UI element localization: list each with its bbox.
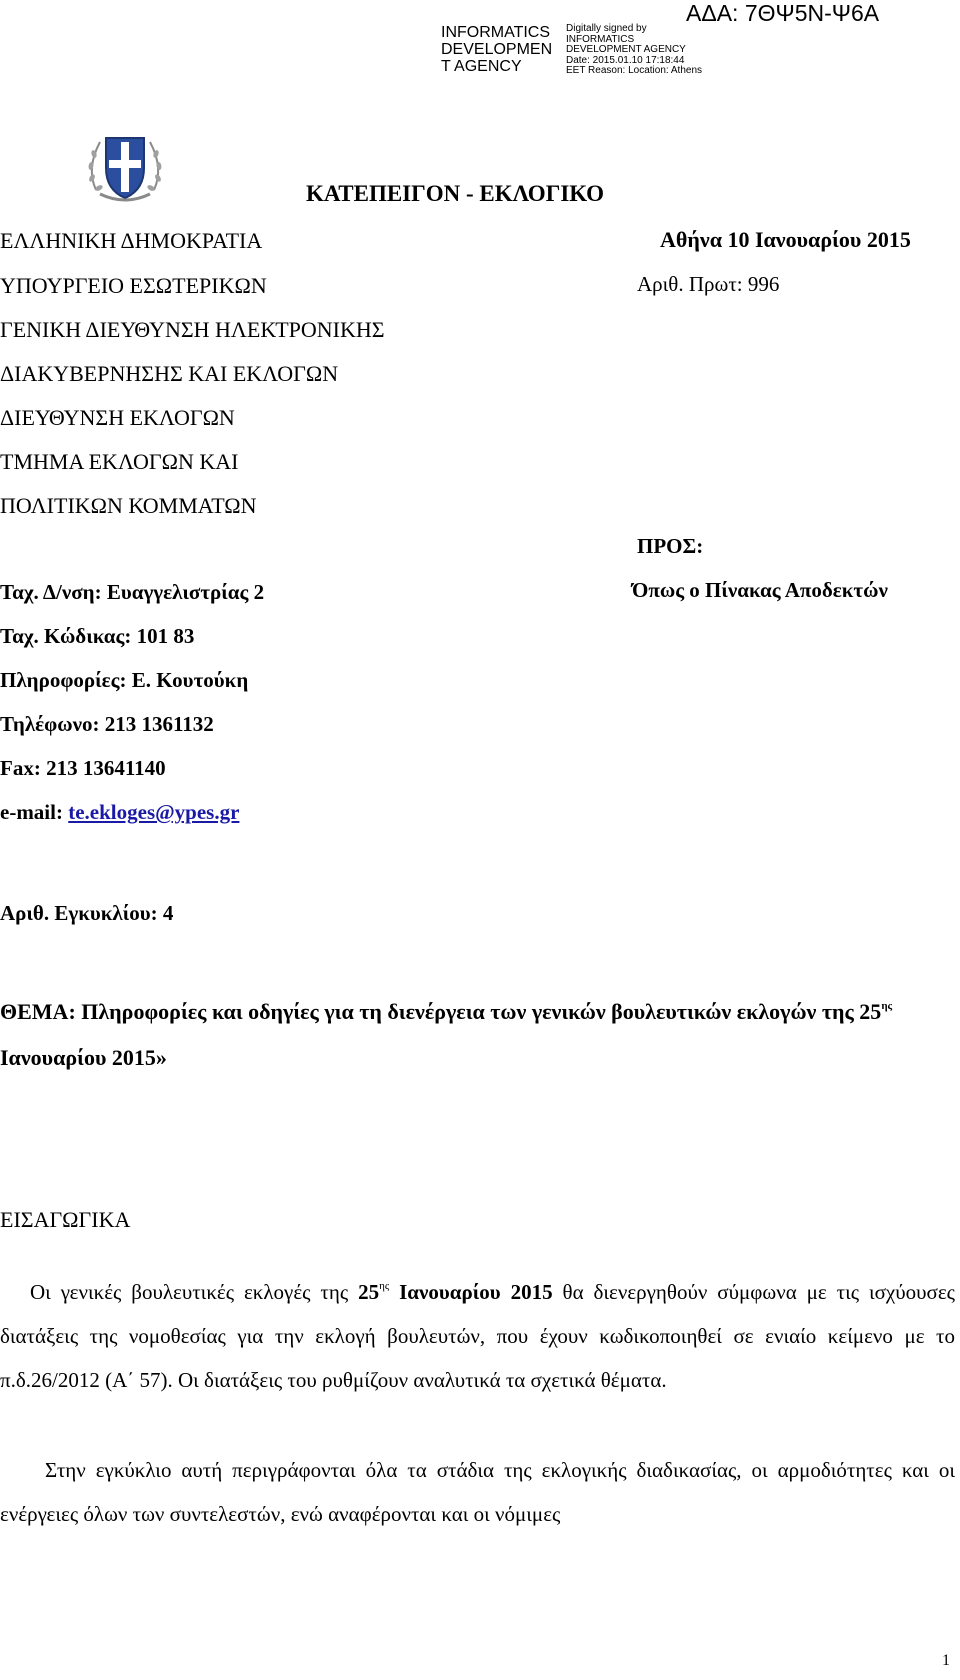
circular-number: Αριθ. Εγκυκλίου: 4 <box>0 901 174 925</box>
contact-email-link[interactable]: te.ekloges@ypes.gr <box>68 800 240 824</box>
contact-fax: Fax: 213 13641140 <box>0 756 166 780</box>
header-line: ΔΙΑΚΥΒΕΡΝΗΣΗΣ ΚΑΙ ΕΚΛΟΓΩΝ <box>0 361 339 386</box>
subject-text-end: Ιανουαρίου 2015» <box>0 1045 167 1070</box>
greek-coat-of-arms-icon <box>82 128 168 208</box>
contact-address: Ταχ. Δ/νση: Ευαγγελιστρίας 2 <box>0 580 265 604</box>
page-number: 1 <box>942 1652 950 1669</box>
contact-email-row <box>0 800 239 825</box>
paragraph-2: Στην εγκύκλιο αυτή περιγράφονται όλα τα στάδια της εκλογικής διαδικασίας, οι αρμοδιότητες και οι ενέργειες όλων των συντελεστών, ενώ αναφέρονται και οι νόμιμες <box>0 1458 955 1526</box>
header-line: ΕΛΛΗΝΙΚΗ ΔΗΜΟΚΡΑΤΙΑ <box>0 228 263 253</box>
paragraph-1-bold-date: Ιανουαρίου 2015 <box>389 1280 553 1304</box>
contact-info: Πληροφορίες: Ε. Κουτούκη <box>0 668 249 692</box>
ada-code: ΑΔΑ: 7ΘΨ5Ν-Ψ6Α <box>686 0 880 26</box>
to-label: ΠΡΟΣ: <box>637 534 704 558</box>
document-date: Αθήνα 10 Ιανουαρίου 2015 <box>660 227 911 252</box>
protocol-number: Αριθ. Πρωτ: 996 <box>637 272 780 296</box>
contact-phone: Τηλέφωνο: 213 1361132 <box>0 712 214 736</box>
paragraph-1-text: Οι γενικές βουλευτικές εκλογές της <box>30 1280 359 1304</box>
header-line: ΤΜΗΜΑ ΕΚΛΟΓΩΝ ΚΑΙ <box>0 449 239 474</box>
header-line: ΠΟΛΙΤΙΚΩΝ ΚΟΜΜΑΤΩΝ <box>0 493 257 518</box>
subject-superscript: ης <box>881 1000 893 1012</box>
urgent-label: ΚΑΤΕΠΕΙΓΟΝ - ΕΚΛΟΓΙΚΟ <box>306 181 605 206</box>
contact-postal: Ταχ. Κώδικας: 101 83 <box>0 624 195 648</box>
header-line: ΥΠΟΥΡΓΕΙΟ ΕΣΩΤΕΡΙΚΩΝ <box>0 273 267 298</box>
header-line: ΓΕΝΙΚΗ ΔΙΕΥΘΥΝΣΗ ΗΛΕΚΤΡΟΝΙΚΗΣ <box>0 317 385 342</box>
paragraph-1-text-end: θα διενεργηθούν σύμφωνα με τις ισχύουσες διατάξεις της νομοθεσίας για την εκλογή βουλευτών, που έχουν κωδικοποιηθεί σε ενιαίο κείμενο με το π.δ.26/2012 (Α΄ 57). Οι διατάξεις του ρυθμίζουν αναλυτικά τα σχετικά θέματα. <box>0 1280 956 1392</box>
paragraph-1-bold-day: 25 <box>358 1280 380 1304</box>
subject <box>0 989 950 1081</box>
recipients: Όπως ο Πίνακας Αποδεκτών <box>632 578 888 602</box>
header-line: ΔΙΕΥΘΥΝΣΗ ΕΚΛΟΓΩΝ <box>0 405 235 430</box>
subject-text: ΘΕΜΑ: Πληροφορίες και οδηγίες για τη διενέργεια των γενικών βουλευτικών εκλογών της 25 <box>0 999 882 1024</box>
paragraph-1 <box>0 1270 955 1402</box>
contact-email-label: e-mail: <box>0 800 69 824</box>
signature-details: Digitally signed by INFORMATICS DEVELOPMENT AGENCY Date: 2015.01.10 17:18:44 EET Reason: Location: Athens <box>566 23 703 77</box>
section-title: ΕΙΣΑΓΩΓΙΚΑ <box>0 1207 131 1232</box>
signature-name: INFORMATICS DEVELOPMEN T AGENCY <box>441 24 553 75</box>
paragraph-1-superscript: ης <box>379 1280 390 1292</box>
